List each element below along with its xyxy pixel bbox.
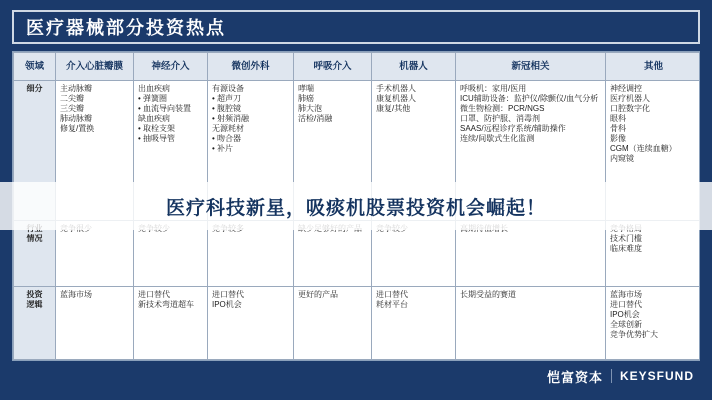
cell-logic-other: 蓝海市场 进口替代 IPO机会 全球创新 竞争优势扩大 (606, 286, 701, 359)
cell-segments-covid: 呼吸机：家用/医用 ICU辅助设备：监护仪/除颤仪/血气分析 微生物检测：PCR/NGS 口罩、防护服、消毒剂 SAAS/远程诊疗系统/辅助操作 连续/间歇式生化监测 (456, 81, 606, 221)
row-header-industry-status: 情况 (14, 220, 56, 286)
cell-segments-respiratory: 哮喘 肺癌 肺大泡 活检/消融 (294, 81, 372, 221)
col-header-robot: 机器人 (372, 53, 456, 81)
col-header-other: 其他 (606, 53, 701, 81)
brand-name-cn: 恺富资本 (546, 369, 603, 385)
cell-segments-minimally-invasive: 有源设备 • 超声刀 • 腹腔镜 • 射频消融 无源耗材 • 吻合器 • 补片 (208, 81, 294, 221)
cell-segments-other: 神经调控 医疗机器人 口腔数字化 眼科 骨科 影像 CGM（连续血糖） 内窥镜 (606, 81, 701, 221)
cell-segments-heart-valve: 主动脉瓣 二尖瓣 三尖瓣 肺动脉瓣 修复/置换 (56, 81, 134, 221)
cell-logic-respiratory: 更好的产品 (294, 286, 372, 359)
title-bar (12, 10, 700, 44)
banner-headline: 医疗科技新星，吸痰机股票投资机会崛起！ (165, 197, 546, 219)
footer (12, 361, 700, 391)
col-header-respiratory: 呼吸介入 (294, 53, 372, 81)
cell-logic-covid: 长期受益的赛道 (456, 286, 606, 359)
table-row (14, 286, 701, 359)
col-header-domain: 领域 (14, 53, 56, 81)
brand-name-en: KEYSFUND (611, 369, 694, 383)
cell-logic-robot: 进口替代 耗材平台 (372, 286, 456, 359)
col-header-neuro: 神经介入 (134, 53, 208, 81)
table-header-row (14, 53, 701, 81)
col-header-minimally-invasive: 微创外科 (208, 53, 294, 81)
page-title: 医疗器械部分投资热点 (26, 18, 226, 38)
cell-segments-neuro: 出血疾病 • 弹簧圈 • 血流导向装置 缺血疾病 • 取栓支架 • 抽吸导管 (134, 81, 208, 221)
col-header-heart-valve: 介入心脏瓣膜 (56, 53, 134, 81)
cell-logic-heart-valve: 蓝海市场 (56, 286, 134, 359)
cell-segments-robot: 手术机器人 康复机器人 康复/其他 (372, 81, 456, 221)
row-header-investment-logic: 投资 逻辑 (14, 286, 56, 359)
cell-status-other: 技术门槛 临床难度 (606, 220, 701, 286)
col-header-covid: 新冠相关 (456, 53, 606, 81)
overlay-banner (0, 182, 712, 230)
row-header-segments: 细分 (14, 81, 56, 221)
cell-logic-minimally-invasive: 进口替代 IPO机会 (208, 286, 294, 359)
cell-logic-neuro: 进口替代 新技术弯道超车 (134, 286, 208, 359)
